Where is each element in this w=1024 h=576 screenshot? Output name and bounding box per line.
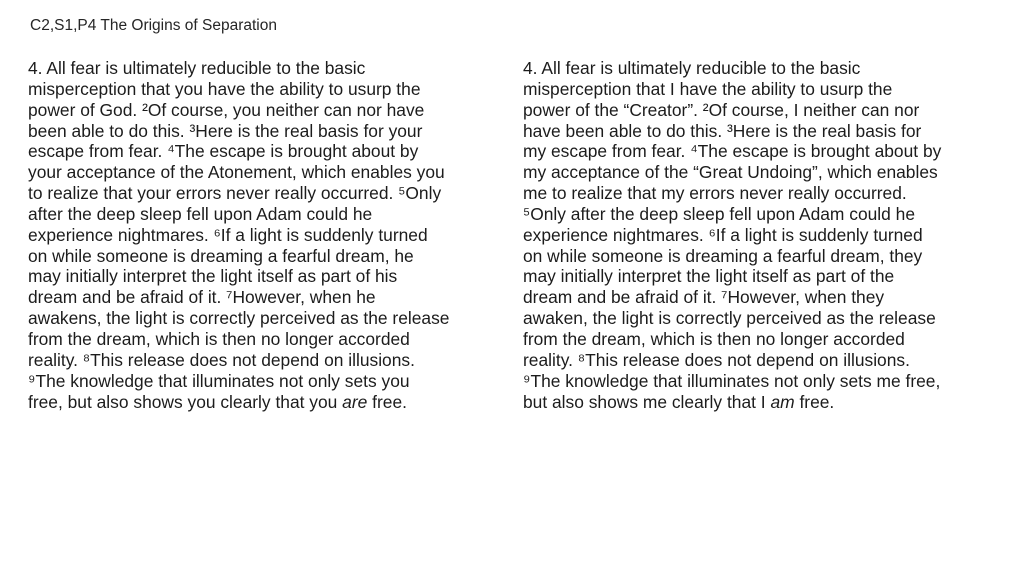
text-column-personalized — [523, 58, 1015, 412]
text-run: ⁹The knowledge that illuminates not only sets me free, — [523, 370, 941, 391]
text-run: have been able to do this. ³Here is the real basis for — [523, 120, 922, 141]
text-run: ⁹The knowledge that illuminates not only sets you — [28, 370, 410, 391]
text-run: awaken, the light is correctly perceived as the release — [523, 308, 936, 329]
text-run: may initially interpret the light itself as part of his — [28, 266, 398, 287]
text-line — [523, 287, 1015, 308]
text-run: after the deep sleep fell upon Adam could he — [28, 203, 373, 224]
text-line — [28, 266, 508, 287]
text-run: reality. ⁸This release does not depend on illusions. — [523, 349, 910, 370]
text-run: power of the “Creator”. ²Of course, I neither can nor — [523, 99, 920, 120]
text-line — [523, 204, 1015, 225]
text-line — [523, 371, 1015, 392]
text-run: experience nightmares. ⁶If a light is suddenly turned — [523, 224, 923, 245]
text-run: free. — [794, 391, 835, 412]
text-line — [523, 183, 1015, 204]
text-line — [523, 141, 1015, 162]
text-line — [523, 266, 1015, 287]
text-run: misperception that I have the ability to usurp the — [523, 78, 893, 99]
page-title: C2,S1,P4 The Origins of Separation — [30, 17, 277, 34]
text-run: free. — [367, 391, 407, 412]
text-line — [523, 162, 1015, 183]
text-line — [523, 246, 1015, 267]
text-line — [523, 225, 1015, 246]
text-run: dream and be afraid of it. ⁷However, when he — [28, 287, 376, 308]
text-line — [28, 371, 508, 392]
text-run: free, but also shows you clearly that you — [28, 391, 343, 412]
text-line — [523, 121, 1015, 142]
text-line — [28, 162, 508, 183]
text-run: experience nightmares. ⁶If a light is suddenly turned — [28, 224, 428, 245]
text-column-original — [28, 58, 508, 412]
text-run: on while someone is dreaming a fearful dream, they — [523, 245, 923, 266]
text-line — [28, 308, 508, 329]
text-line — [28, 58, 508, 79]
text-line — [28, 121, 508, 142]
text-line — [28, 183, 508, 204]
text-run: power of God. ²Of course, you neither can nor have — [28, 99, 425, 120]
text-line — [523, 100, 1015, 121]
text-line — [523, 308, 1015, 329]
text-run: 4. All fear is ultimately reducible to the basic — [523, 58, 861, 78]
text-run: 4. All fear is ultimately reducible to the basic — [28, 58, 366, 78]
text-run: escape from fear. ⁴The escape is brought about by — [28, 141, 419, 162]
text-line — [28, 225, 508, 246]
text-run: on while someone is dreaming a fearful dream, he — [28, 245, 414, 266]
text-run: my escape from fear. ⁴The escape is brought about by — [523, 141, 942, 162]
text-line — [28, 204, 508, 225]
text-run: awakens, the light is correctly perceived as the release — [28, 308, 450, 329]
text-line — [523, 329, 1015, 350]
text-run: me to realize that my errors never really occurred. — [523, 183, 907, 204]
text-run: dream and be afraid of it. ⁷However, when they — [523, 287, 885, 308]
text-line — [28, 350, 508, 371]
text-run: your acceptance of the Atonement, which enables you — [28, 162, 445, 183]
text-run: ⁵Only after the deep sleep fell upon Adam could he — [523, 203, 915, 224]
text-line — [523, 350, 1015, 371]
text-line — [28, 392, 508, 413]
text-run: from the dream, which is then no longer accorded — [28, 328, 410, 349]
text-line — [28, 141, 508, 162]
text-run: are — [342, 391, 368, 412]
text-line — [28, 287, 508, 308]
text-line — [523, 392, 1015, 413]
text-line — [28, 79, 508, 100]
text-run: but also shows me clearly that I — [523, 391, 771, 412]
text-line — [28, 100, 508, 121]
text-run: been able to do this. ³Here is the real basis for your — [28, 120, 423, 141]
text-run: to realize that your errors never really occurred. ⁵Only — [28, 183, 442, 204]
text-run: may initially interpret the light itself as part of the — [523, 266, 895, 287]
text-line — [523, 58, 1015, 79]
text-run: from the dream, which is then no longer accorded — [523, 328, 905, 349]
text-line — [28, 246, 508, 267]
text-run: am — [770, 391, 795, 412]
text-line — [28, 329, 508, 350]
text-run: my acceptance of the “Great Undoing”, which enables — [523, 162, 938, 183]
text-run: misperception that you have the ability to usurp the — [28, 78, 421, 99]
text-line — [523, 79, 1015, 100]
text-run: reality. ⁸This release does not depend on illusions. — [28, 349, 415, 370]
